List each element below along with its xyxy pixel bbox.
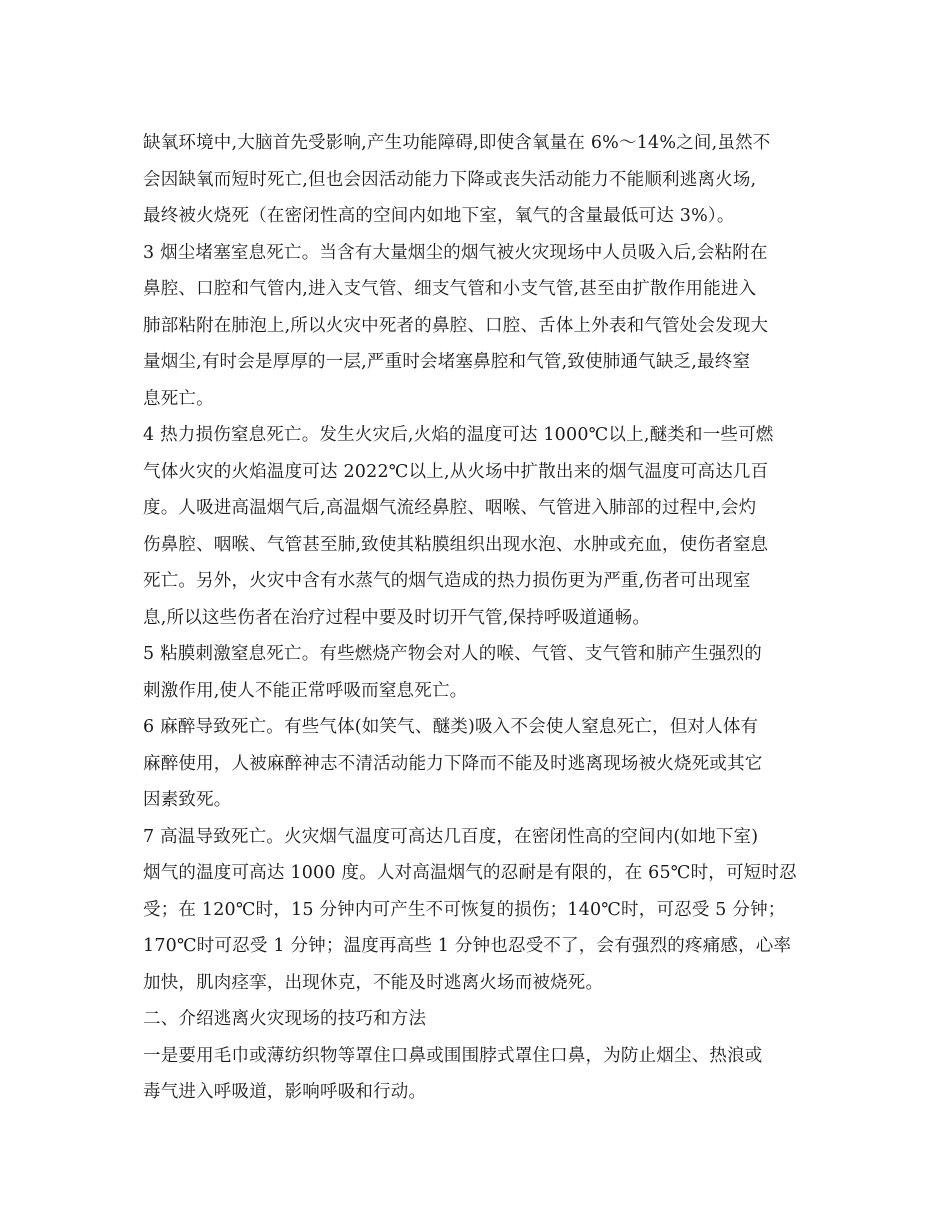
text-line: 气体火灾的火焰温度可达 2022℃以上,从火场中扩散出来的烟气温度可高达几百: [143, 461, 769, 482]
document-body: [143, 125, 823, 1111]
text-line: 肺部粘附在肺泡上,所以火灾中死者的鼻腔、口腔、舌体上外表和气管处会发现大: [143, 315, 769, 336]
text-line: 死亡。另外，火灾中含有水蒸气的烟气造成的热力损伤更为严重,伤者可出现室: [143, 571, 751, 591]
text-line: 170℃时可忍受 1 分钟；温度再高些 1 分钟也忍受不了，会有强烈的疼痛感，心率: [143, 936, 792, 956]
text-line: 息,所以这些伤者在治疗过程中要及时切开气管,保持呼吸道通畅。: [143, 607, 651, 628]
text-line: 3 烟尘堵塞室息死亡。当含有大量烟尘的烟气被火灾现场中人员吸入后,会粘附在: [143, 242, 768, 263]
text-line: 毒气进入呼吸道，影响呼吸和行动。: [143, 1082, 427, 1102]
text-line: 7 高温导致死亡。火灾烟气温度可高达几百度，在密闭性高的空间内(如地下室): [143, 826, 759, 847]
text-line: 最终被火烧死（在密闭性高的空间内如地下室，氧气的含量最低可达 3%）。: [143, 206, 735, 226]
text-line: 麻醉使用，人被麻醉神志不清活动能力下降而不能及时逃离现场被火烧死或其它: [143, 753, 763, 774]
text-line: 伤鼻腔、咽喉、气管甚至肺,致使其粘膜组织出现水泡、水肿或充血，使伤者窒息: [143, 534, 769, 555]
text-line: 量烟尘,有时会是厚厚的一层,严重时会堵塞鼻腔和气管,致使肺通气缺乏,最终窒: [143, 352, 751, 372]
text-line: 受；在 120℃时，15 分钟内可产生不可恢复的损伤；140℃时，可忍受 5 分钟；: [143, 899, 786, 920]
text-line: 鼻腔、口腔和气管内,进入支气管、细支气管和小支气管,甚至由扩散作用能进入: [143, 279, 757, 299]
text-line: 一是要用毛巾或薄纺织物等罩住口鼻或围围脖式罩住口鼻，为防止烟尘、热浪或: [143, 1045, 763, 1066]
section-heading: 二、介绍逃离火灾现场的技巧和方法: [143, 1009, 427, 1029]
text-line: 5 粘膜刺激窒息死亡。有些燃烧产物会对人的喉、气管、支气管和肺产生强烈的: [143, 644, 762, 664]
text-line: 加快，肌肉痉挛，出现休克，不能及时逃离火场而被烧死。: [143, 972, 604, 993]
text-line: 6 麻醉导致死亡。有些气体(如笑气、醚类)吸入不会使人窒息死亡，但对人体有: [143, 717, 759, 737]
text-line: 因素致死。: [143, 790, 232, 810]
text-line: 刺激作用,使人不能正常呼吸而窒息死亡。: [143, 680, 468, 701]
text-line: 会因缺氧而短时死亡,但也会因活动能力下降或丧失活动能力不能顺利逃离火场,: [143, 169, 757, 190]
text-line: 缺氧环境中,大脑首先受影响,产生功能障碍,即使含氧量在 6%～14%之间,虽然不: [143, 133, 771, 153]
text-line: 4 热力损伤窒息死亡。发生火灾后,火焰的温度可达 1000℃以上,醚类和一些可燃: [143, 425, 774, 445]
text-line: 烟气的温度可高达 1000 度。人对高温烟气的忍耐是有限的，在 65℃时，可短时忍: [143, 863, 797, 883]
text-line: 度。人吸进高温烟气后,高温烟气流经鼻腔、咽喉、气管进入肺部的过程中,会灼: [143, 498, 757, 518]
text-line: 息死亡。: [143, 388, 214, 409]
